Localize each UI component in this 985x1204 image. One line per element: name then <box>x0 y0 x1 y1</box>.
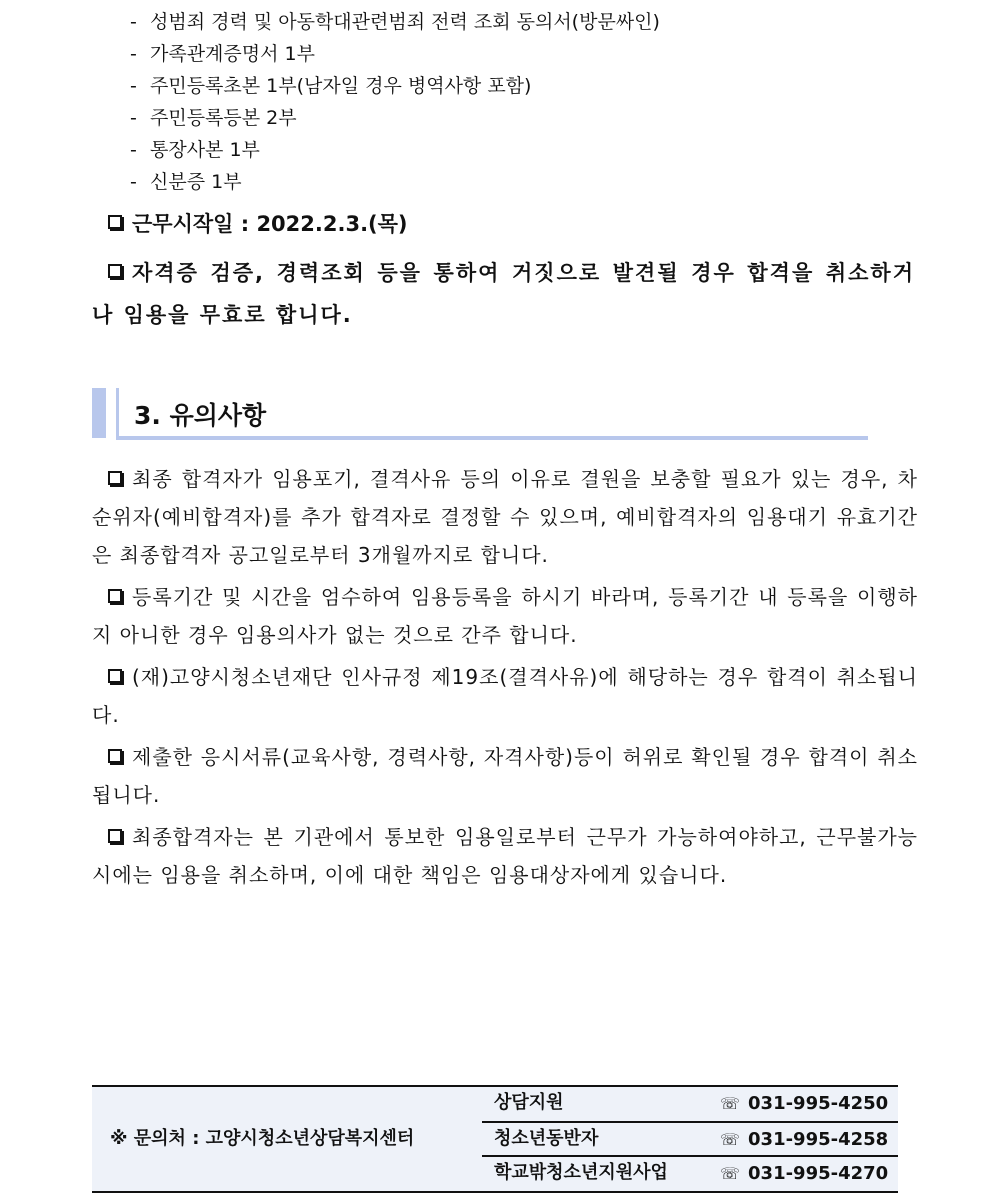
checkbox-bullet-icon <box>108 749 122 763</box>
start-date-line: 근무시작일 : 2022.2.3.(목) <box>108 208 408 238</box>
section-heading-underline <box>116 436 868 440</box>
contact-rows <box>482 1087 898 1191</box>
contact-label: ※ 문의처 : 고양시청소년상담복지센터 <box>110 1128 415 1149</box>
checkbox-bullet-icon <box>108 471 122 485</box>
list-item: - 주민등록초본 1부(남자일 경우 병역사항 포함) <box>130 75 532 97</box>
contact-phone: 031-995-4270 <box>748 1163 889 1184</box>
checkbox-bullet-icon <box>108 829 122 843</box>
note-paragraph: 제출한 응시서류(교육사항, 경력사항, 자격사항)등이 허위로 확인될 경우 합격이 취소됩니다. <box>92 745 918 807</box>
contact-row <box>482 1121 898 1157</box>
contact-table <box>92 1085 898 1193</box>
notes-list <box>92 460 918 894</box>
section-heading-bar <box>92 388 106 438</box>
contact-row <box>482 1155 898 1191</box>
list-item: - 가족관계증명서 1부 <box>130 43 315 65</box>
note-paragraph: 최종 합격자가 임용포기, 결격사유 등의 이유로 결원을 보충할 필요가 있는 경우, 차순위자(예비합격자)를 추가 합격자로 결정할 수 있으며, 예비합격자의 임용대기 유효기간은 최종합격자 공고일로부터 3개월까지로 합니다. <box>92 467 918 567</box>
telephone-icon: ☏ <box>720 1130 741 1149</box>
checkbox-bullet-icon <box>108 589 122 603</box>
contact-row <box>482 1087 898 1121</box>
note-paragraph: (재)고양시청소년재단 인사규정 제19조(결격사유)에 해당하는 경우 합격이 취소됩니다. <box>92 665 918 727</box>
list-item: - 통장사본 1부 <box>130 139 260 161</box>
section-heading-divider <box>116 388 119 440</box>
list-item: - 성범죄 경력 및 아동학대관련범죄 전력 조회 동의서(방문싸인) <box>130 11 660 33</box>
list-item: - 주민등록등본 2부 <box>130 107 297 129</box>
list-item: - 신분증 1부 <box>130 171 242 193</box>
telephone-icon: ☏ <box>720 1164 741 1183</box>
contact-name: 청소년동반자 <box>494 1128 599 1149</box>
checkbox-bullet-icon <box>108 264 122 278</box>
section-title: 3. 유의사항 <box>134 401 267 430</box>
required-documents-list <box>130 6 660 198</box>
checkbox-bullet-icon <box>108 669 122 683</box>
contact-name: 상담지원 <box>494 1092 564 1113</box>
note-paragraph: 등록기간 및 시간을 엄수하여 임용등록을 하시기 바라며, 등록기간 내 등록을 이행하지 아니한 경우 임용의사가 없는 것으로 간주 합니다. <box>92 585 918 647</box>
note-paragraph: 최종합격자는 본 기관에서 통보한 임용일로부터 근무가 가능하여야하고, 근무불가능시에는 임용을 취소하며, 이에 대한 책임은 임용대상자에게 있습니다. <box>92 825 918 887</box>
contact-name: 학교밖청소년지원사업 <box>494 1162 668 1183</box>
contact-phone: 031-995-4250 <box>748 1093 889 1114</box>
contact-phone: 031-995-4258 <box>748 1129 889 1150</box>
telephone-icon: ☏ <box>720 1094 741 1113</box>
checkbox-bullet-icon <box>108 215 122 229</box>
warning-paragraph: 자격증 검증, 경력조회 등을 통하여 거짓으로 발견될 경우 합격을 취소하거나 임용을 무효로 합니다. <box>92 261 915 327</box>
